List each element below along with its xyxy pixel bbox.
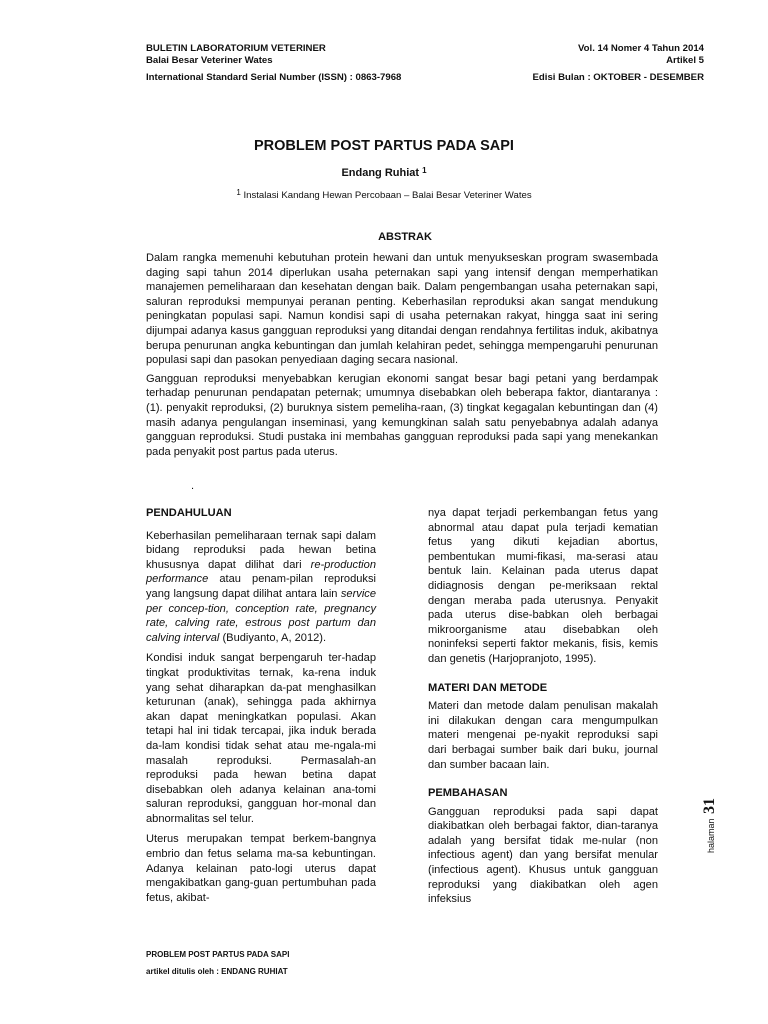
article-title: PROBLEM POST PARTUS PADA SAPI — [254, 138, 514, 154]
affiliation-sup: 1 — [236, 188, 241, 197]
author-sup: 1 — [422, 166, 427, 175]
author — [0, 167, 768, 179]
issn: International Standard Serial Number (ISSN) : 0863-7968 — [146, 72, 402, 83]
author-name: Endang Ruhiat — [341, 167, 420, 179]
stray-dot: . — [191, 480, 195, 492]
intro-paragraph-4: nya dapat terjadi perkembangan fetus yang abnormal atau dapat pula terjadi kematian fetus yang dikuti kejadian abortus, pembentukan mumi-fikasi, ma-serasi atau bentuk lain. Kelainan pada uterus dapat didiagnosis dengan pe-meriksaan rektal dengan meraba pada uterusnya. Penyakit pada uterus dise-babkan oleh berbagai mikroorganisme atau disebabkan oleh noninfeksi seperti faktor mekanis, fisis, kemis dan genetis (Harjopranjoto, 1995). — [428, 507, 658, 665]
abstract-heading: ABSTRAK — [378, 231, 432, 243]
page-number — [701, 798, 719, 853]
article-number: Artikel 5 — [666, 55, 704, 66]
issue-info — [578, 43, 704, 67]
discussion-paragraph: Gangguan reproduksi pada sapi dapat diakibatkan oleh berbagai faktor, dian-taranya adalah yang bersifat tidak me-nular (non infectious agent) dan yang bersifat menular (infectious agent). Khusus untuk gangguan reproduksi yang diakibatkan oleh agen infeksius — [428, 805, 658, 906]
heading-pembahasan: PEMBAHASAN — [428, 787, 508, 800]
right-column — [428, 506, 658, 913]
heading-materi-metode: MATERI DAN METODE — [428, 681, 548, 694]
edition: Edisi Bulan : OKTOBER - DESEMBER — [532, 72, 704, 83]
left-column — [146, 506, 376, 911]
page-word: halaman — [706, 818, 716, 853]
abstract — [146, 251, 658, 463]
institution-name: Balai Besar Veteriner Wates — [146, 55, 273, 66]
journal-name: BULETIN LABORATORIUM VETERINER — [146, 43, 326, 54]
abstract-paragraph-2: Gangguan reproduksi menyebabkan kerugian ekonomi sangat besar bagi petani yang berdampak terhadap penurunan pendapatan peternak; umumnya disebabkan oleh beberapa faktor, diantaranya : (1). penyakit reproduksi, (2) buruknya sistem pemeliha-raan, (3) tingkat kegagalan kebuntingan dan (4) masih adanya pengulangan inseminasi, yang kemungkinan salah satu penyebabnya adalah adanya gangguan reproduksi. Studi pustaka ini membahas gangguan reproduksi pada sapi yang menekankan pada penyakit post partus pada uterus. — [146, 372, 658, 458]
abstract-paragraph-1: Dalam rangka memenuhi kebutuhan protein hewani dan untuk menyukseskan program swasembada daging sapi tahun 2014 diperlukan usaha peternakan sapi yang intensif dengan memperhatikan manajemen pemeliharaan dan kesehatan dengan baik. Dalam pengembangan usaha peternakan sapi, saluran reproduksi mempunyai peranan penting. Keberhasilan reproduksi akan sangat mendukung peningkatan populasi sapi. Namun kondisi sapi di usaha peternakan rakyat, hingga saat ini sering dijumpai adanya kasus gangguan reproduksi yang ditandai dengan rendahnya fertilitas induk, akibatnya berupa penurunan angka kebuntingan dan jumlah kelahiran pedet, sehingga mempengaruhi penurunan populasi sapi dan pasokan penyediaan daging secara nasional. — [146, 252, 658, 367]
methods-paragraph: Materi dan metode dalam penulisan makalah ini dilakukan dengan cara mengumpulkan materi mengenai pe-nyakit reproduksi sapi dari berbagai sumber baik dari buku, journal dan sumber bacaan lain. — [428, 700, 658, 771]
page-number-value: 31 — [701, 798, 718, 815]
journal-header — [146, 43, 326, 67]
affiliation-text: Instalasi Kandang Hewan Percobaan – Balai Besar Veteriner Wates — [243, 190, 532, 201]
footer-author: artikel ditulis oleh : ENDANG RUHIAT — [146, 967, 288, 976]
intro-paragraph-1: Keberhasilan pemeliharaan ternak sapi dalam bidang reproduksi pada hewan betina khususnya dapat dilihat dari re-production performance atau penam-pilan reproduksi yang langsung dapat dilihat antara lain service per concep-tion, conception rate, pregnancy rate, calving rate, estrous post partum dan calving interval (Budiyanto, A, 2012). — [146, 529, 376, 644]
volume-info: Vol. 14 Nomer 4 Tahun 2014 — [577, 43, 704, 54]
footer-title: PROBLEM POST PARTUS PADA SAPI — [146, 950, 290, 959]
intro-paragraph-2: Kondisi induk sangat berpengaruh ter-hadap tingkat produktivitas ternak, ka-rena induk yang sehat diharapkan da-pat menghasilkan keturunan (anak), sehingga pada akhirnya akan dapat meningkatkan populasi. Akan tetapi hal ini tidak tercapai, jika induk berada da-lam kondisi tidak sehat atau me-ngala-mi masalah reproduksi. Permasalah-an reproduksi pada hewan betina dapat disebabkan oleh adanya kelainan ana-tomi saluran reproduksi, gangguan hor-monal dan abnormalitas sel telur. — [146, 652, 376, 825]
heading-pendahuluan: PENDAHULUAN — [146, 507, 232, 519]
intro-paragraph-3: Uterus merupakan tempat berkem-bangnya embrio dan fetus selama ma-sa kebuntingan. Adanya kelainan pato-logi uterus dapat mengakibatkan gang-guan pertumbuhan pada fetus, akibat- — [146, 833, 376, 904]
affiliation — [0, 190, 768, 201]
